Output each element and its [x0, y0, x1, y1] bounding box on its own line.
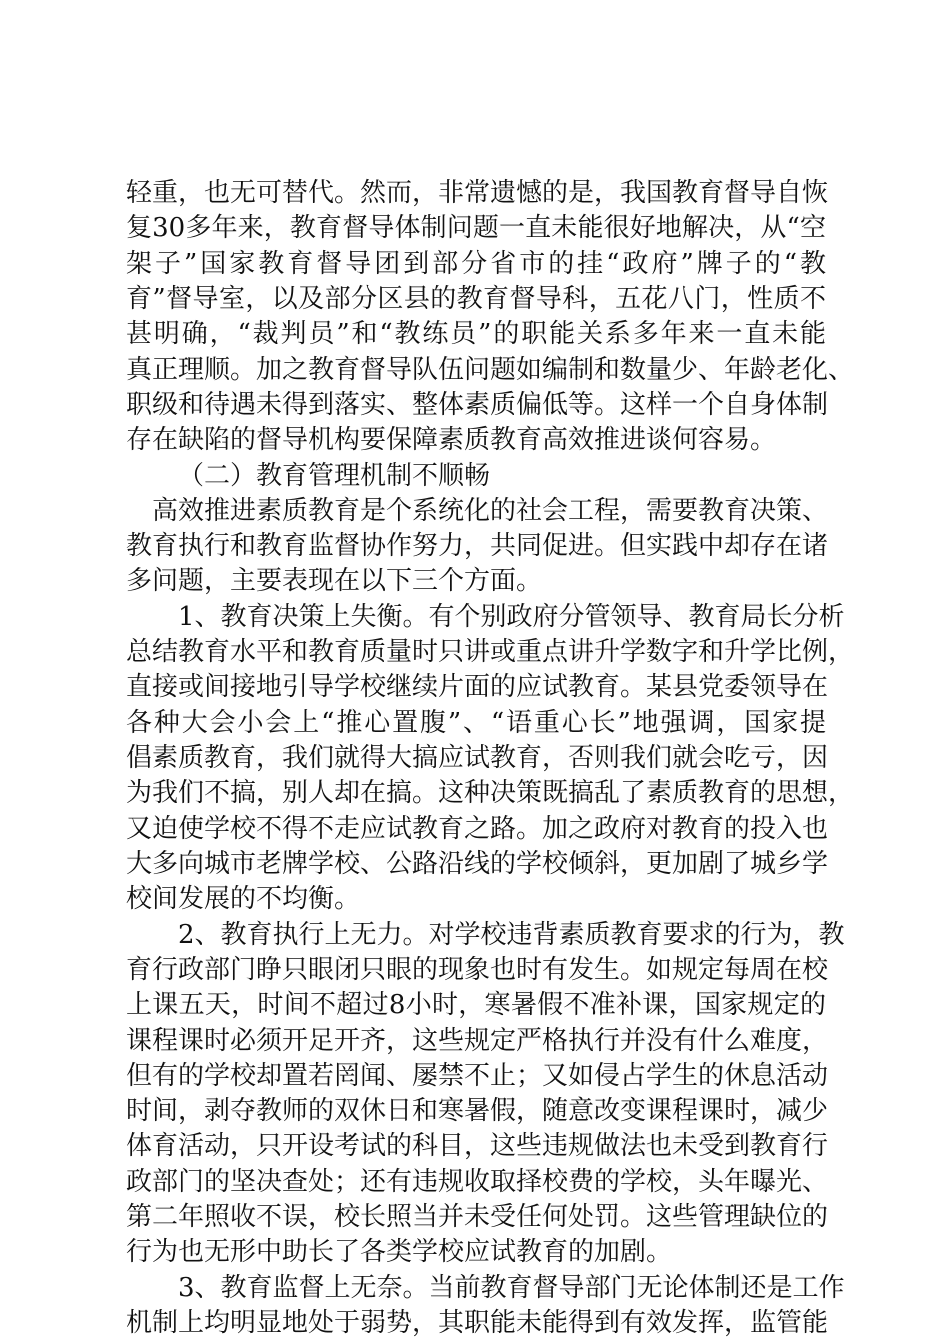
text-line: 政部门的坚决查处；还有违规收取择校费的学校，头年曝光、 [126, 1167, 829, 1197]
text-line: 各种大会小会上“推心置腹”、“语重心长”地强调，国家提 [126, 708, 826, 738]
text-line: 高效推进素质教育是个系统化的社会工程，需要教育决策、 [126, 496, 829, 526]
text-line: 多问题，主要表现在以下三个方面。 [126, 566, 543, 596]
text-line: 2、教育执行上无力。对学校违背素质教育要求的行为，教 [126, 920, 845, 950]
text-line: 体育活动，只开设考试的科目，这些违规做法也未受到教育行 [126, 1131, 829, 1161]
text-line: 甚明确，“裁判员”和“教练员”的职能关系多年来一直未能 [126, 319, 826, 349]
text-line: 轻重，也无可替代。然而，非常遗憾的是，我国教育督导自恢 [126, 178, 829, 208]
text-line: 但有的学校却置若罔闻、屡禁不止；又如侵占学生的休息活动 [126, 1061, 829, 1091]
text-line: 育行政部门睁只眼闭只眼的现象也时有发生。如规定每周在校 [126, 955, 829, 985]
text-line: 架子”国家教育督导团到部分省市的挂“政府”牌子的“教 [126, 249, 826, 279]
text-line: 大多向城市老牌学校、公路沿线的学校倾斜，更加剧了城乡学 [126, 849, 829, 879]
text-line: 第二年照收不误，校长照当并未受任何处罚。这些管理缺位的 [126, 1202, 829, 1232]
text-line: 时间，剥夺教师的双休日和寒暑假，随意改变课程课时，减少 [126, 1096, 829, 1126]
text-line: 教育执行和教育监督协作努力，共同促进。但实践中却存在诸 [126, 531, 829, 561]
section-heading: （二）教育管理机制不顺畅 [178, 461, 491, 491]
text-line: 真正理顺。加之教育督导队伍问题如编制和数量少、年龄老化、 [126, 355, 855, 385]
text-line: 复30多年来，教育督导体制问题一直未能很好地解决，从“空 [126, 213, 826, 243]
text-line: 课程课时必须开足开齐，这些规定严格执行并没有什么难度， [126, 1026, 829, 1056]
text-line-overflow: 机制上均明显地处于弱势，其职能未能得到有效发挥，监管能 [126, 1308, 829, 1338]
text-line: 校间发展的不均衡。 [126, 884, 361, 914]
text-line: 育”督导室，以及部分区县的教育督导科，五花八门，性质不 [126, 284, 826, 314]
text-line: 为我们不搞，别人却在搞。这种决策既搞乱了素质教育的思想， [126, 778, 855, 808]
text-line: 3、教育监督上无奈。当前教育督导部门无论体制还是工作 [126, 1273, 845, 1303]
text-line: 存在缺陷的督导机构要保障素质教育高效推进谈何容易。 [126, 425, 777, 455]
text-line: 又迫使学校不得不走应试教育之路。加之政府对教育的投入也 [126, 814, 829, 844]
text-line: 上课五天，时间不超过8小时，寒暑假不准补课，国家规定的 [126, 990, 826, 1020]
text-line: 倡素质教育，我们就得大搞应试教育，否则我们就会吃亏，因 [126, 743, 829, 773]
text-line: 职级和待遇未得到落实、整体素质偏低等。这样一个自身体制 [126, 390, 829, 420]
text-line: 总结教育水平和教育质量时只讲或重点讲升学数字和升学比例， [126, 637, 855, 667]
text-line: 1、教育决策上失衡。有个别政府分管领导、教育局长分析 [126, 602, 845, 632]
text-line: 行为也无形中助长了各类学校应试教育的加剧。 [126, 1237, 673, 1267]
text-line: 直接或间接地引导学校继续片面的应试教育。某县党委领导在 [126, 672, 829, 702]
